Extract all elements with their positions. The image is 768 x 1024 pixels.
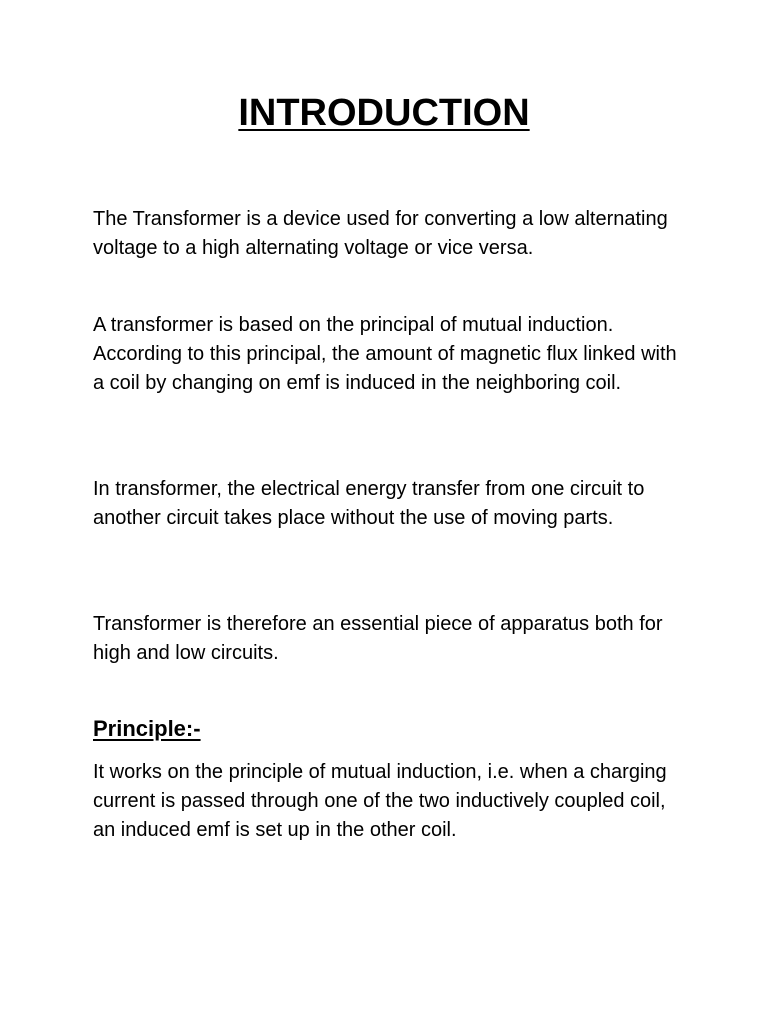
principle-paragraph: It works on the principle of mutual induction, i.e. when a charging current is passed through one of the two inductively coupled coil, an induced emf is set up in the other coil. bbox=[93, 761, 667, 841]
intro-paragraph-definition: The Transformer is a device used for converting a low alternating voltage to a high alternating voltage or vice versa. bbox=[93, 208, 668, 259]
principle-heading: Principle:- bbox=[93, 716, 201, 741]
intro-paragraph-energy-transfer: In transformer, the electrical energy transfer from one circuit to another circuit takes place without the use of moving parts. bbox=[93, 478, 645, 529]
intro-paragraph-mutual-induction: A transformer is based on the principal of mutual induction. According to this principal, the amount of magnetic flux linked with a coil by changing on emf is induced in the neighboring coil. bbox=[93, 314, 677, 394]
page-title: INTRODUCTION bbox=[238, 92, 530, 134]
intro-paragraph-apparatus: Transformer is therefore an essential piece of apparatus both for high and low circuits. bbox=[93, 613, 663, 664]
